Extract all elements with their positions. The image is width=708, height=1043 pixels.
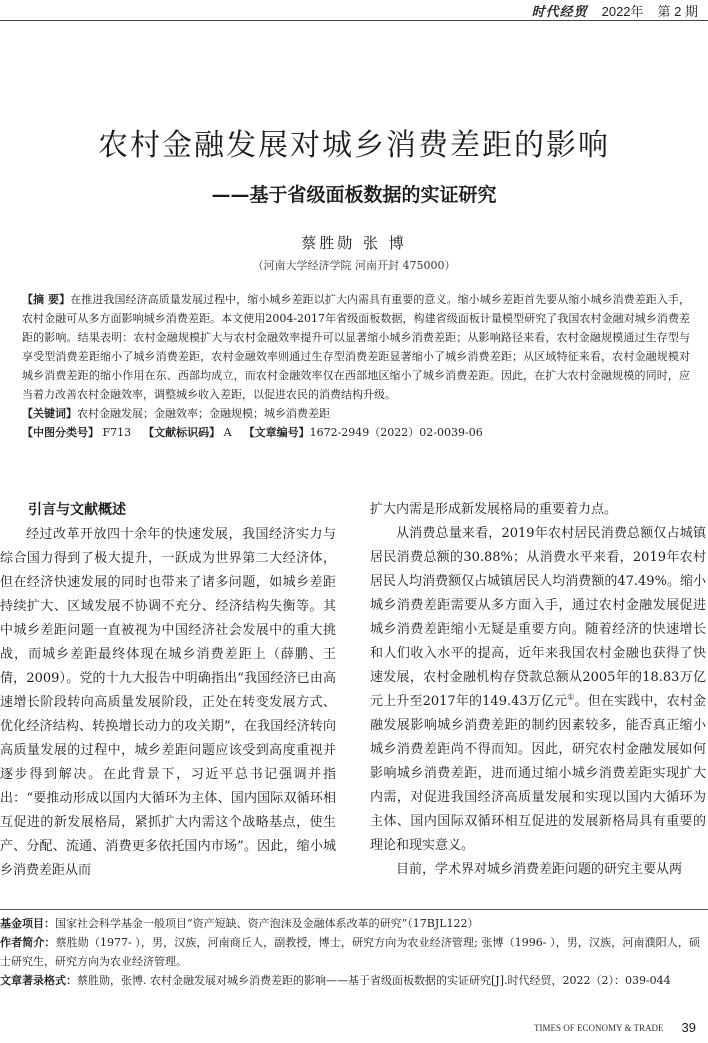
abstract-block <box>22 290 690 442</box>
issue-number: 第 2 期 <box>657 3 698 19</box>
abstract <box>22 290 690 404</box>
issue-year: 2022年 <box>601 3 644 19</box>
intro-paragraph: 经过改革开放四十余年的快速发展，我国经济实力与综合国力得到了极大提升，一跃成为世界第二大经济体，但在经济快速发展的同时也带来了诸多问题，如城乡差距持续扩大、区域发展不协调不充分、经济结构失衡等。其中城乡差距问题一直被视为中国经济社会发展中的重大挑战，而城乡差距最终体现在城乡消费差距上（薛鹏、王倩，2009）。党的十九大报告中明确指出“我国经济已由高速增长阶段转向高质量发展阶段，正处在转变发展方式、优化经济结构、转换增长动力的攻关期”，在我国经济转向高质量发展的过程中，城乡差距问题应该受到高度重视并逐步得到解决。在此背景下，习近平总书记强调并指出：“要推动形成以国内大循环为主体、国内国际双循环相互促进的新发展格局，紧抓扩大内需这个战略基点，使生产、分配、流通、消费更多依托国内市场”。因此，缩小城乡消费差距从而 <box>0 527 336 878</box>
page-header <box>532 0 698 20</box>
article-number-value: 1672-2949（2022）02-0039-06 <box>309 426 483 439</box>
continued-paragraph: 扩大内需是形成新发展格局的重要着力点。 <box>370 502 618 517</box>
author-bio-text: 蔡胜勋（1977- ），男，汉族，河南商丘人，副教授，博士，研究方向为农业经济管理; 张博（1996- ），男，汉族，河南濮阳人，硕士研究生，研究方向为农业经济管理。 <box>0 936 700 968</box>
abstract-label: 【摘 要】 <box>22 293 71 306</box>
author-bio-label: 作者简介： <box>0 936 56 949</box>
footnotes <box>0 914 700 990</box>
section-heading: 引言与文献概述 <box>28 502 126 518</box>
consumption-paragraph <box>370 522 706 858</box>
header-rule <box>0 20 708 21</box>
page-number: 39 <box>681 1020 696 1035</box>
doc-code-label: 【文献标识码】 <box>143 426 221 439</box>
keywords-label: 【关键词】 <box>22 407 77 420</box>
footnote-rule <box>0 909 708 910</box>
page-footer <box>534 1020 696 1035</box>
footnote-marker: ① <box>567 692 575 702</box>
doc-code-value: A <box>223 426 232 439</box>
left-column <box>0 498 336 883</box>
keywords <box>22 404 690 423</box>
fund-text: 国家社会科学基金一般项目“资产短缺、资产泡沫及金融体系改革的研究”（17BJL122） <box>55 917 479 930</box>
clc-value: F713 <box>102 426 132 439</box>
article-number-label: 【文章编号】 <box>243 426 310 439</box>
abstract-text: 在推进我国经济高质量发展过程中，缩小城乡差距以扩大内需具有重要的意义。缩小城乡差距首先要从缩小城乡消费差距入手，农村金融可从多方面影响城乡消费差距。本文使用2004-2017年省级面板数据，构建省级面板计量模型研究了我国农村金融对城乡消费差距的影响。结果表明：农村金融规模扩大与农村金融效率提升可以显著缩小城乡消费差距；从影响路径来看，农村金融规模通过生存型与享受型消费差距缩小了城乡消费差距，农村金融效率则通过生存型消费差距显著缩小了城乡消费差距；从区域特征来看，农村金融规模对城乡消费差距的缩小作用在东、西部均成立，而农村金融效率仅在西部地区缩小了城乡消费差距。因此，在扩大农村金融规模的同时，应当着力改善农村金融效率，调整城乡收入差距，以促进农民的消费结构升级。 <box>22 293 690 401</box>
fund-note <box>0 914 700 933</box>
research-paragraph: 目前，学术界对城乡消费差距问题的研究主要从两 <box>396 862 683 877</box>
citation-text: 蔡胜勋，张博. 农村金融发展对城乡消费差距的影响——基于省级面板数据的实证研究[J].时代经贸，2022（2）：039-044 <box>77 974 671 987</box>
consumption-text: 从消费总量来看，2019年农村居民消费总额仅占城镇居民消费总额的30.88%；从消费水平来看，2019年农村居民人均消费额仅占城镇居民人均消费额的47.49%。缩小城乡消费差距需要从多方面入手，通过农村金融发展促进城乡消费差距缩小无疑是重要方向。随着经济的快速增长和人们收入水平的提高，近年来我国农村金融也获得了快速发展，农村金融机构存贷款总额从2005年的18.83万亿元上升至2017年的149.43万亿元 <box>370 526 706 709</box>
fund-label: 基金项目： <box>0 917 55 930</box>
article-title: 农村金融发展对城乡消费差距的影响 <box>98 128 610 163</box>
citation-label: 文章著录格式： <box>0 974 77 987</box>
classification-row <box>22 423 690 442</box>
citation-note <box>0 971 700 990</box>
consumption-text-tail: 。但在实践中，农村金融发展影响城乡消费差距的制约因素较多，能否真正缩小城乡消费差距尚不得而知。因此，研究农村金融发展如何影响城乡消费差距，进而通过缩小城乡消费差距实现扩大内需，对促进我国经济高质量发展和实现以国内大循环为主体、国内国际双循环相互促进的发展新格局具有重要的理论和现实意义。 <box>370 694 706 853</box>
journal-name: 时代经贸 <box>531 4 588 20</box>
author-affiliation: （河南大学经济学院 河南开封 475000） <box>252 259 456 272</box>
journal-english-name: TIMES OF ECONOMY & TRADE <box>534 1022 664 1033</box>
article-authors: 蔡胜勋 张 博 <box>301 234 407 252</box>
article-subtitle: ——基于省级面板数据的实证研究 <box>211 184 497 206</box>
right-column <box>370 498 706 882</box>
author-note <box>0 933 700 971</box>
clc-label: 【中图分类号】 <box>22 426 99 439</box>
keywords-text: 农村金融发展；金融效率；金融规模；城乡消费差距 <box>77 407 330 420</box>
